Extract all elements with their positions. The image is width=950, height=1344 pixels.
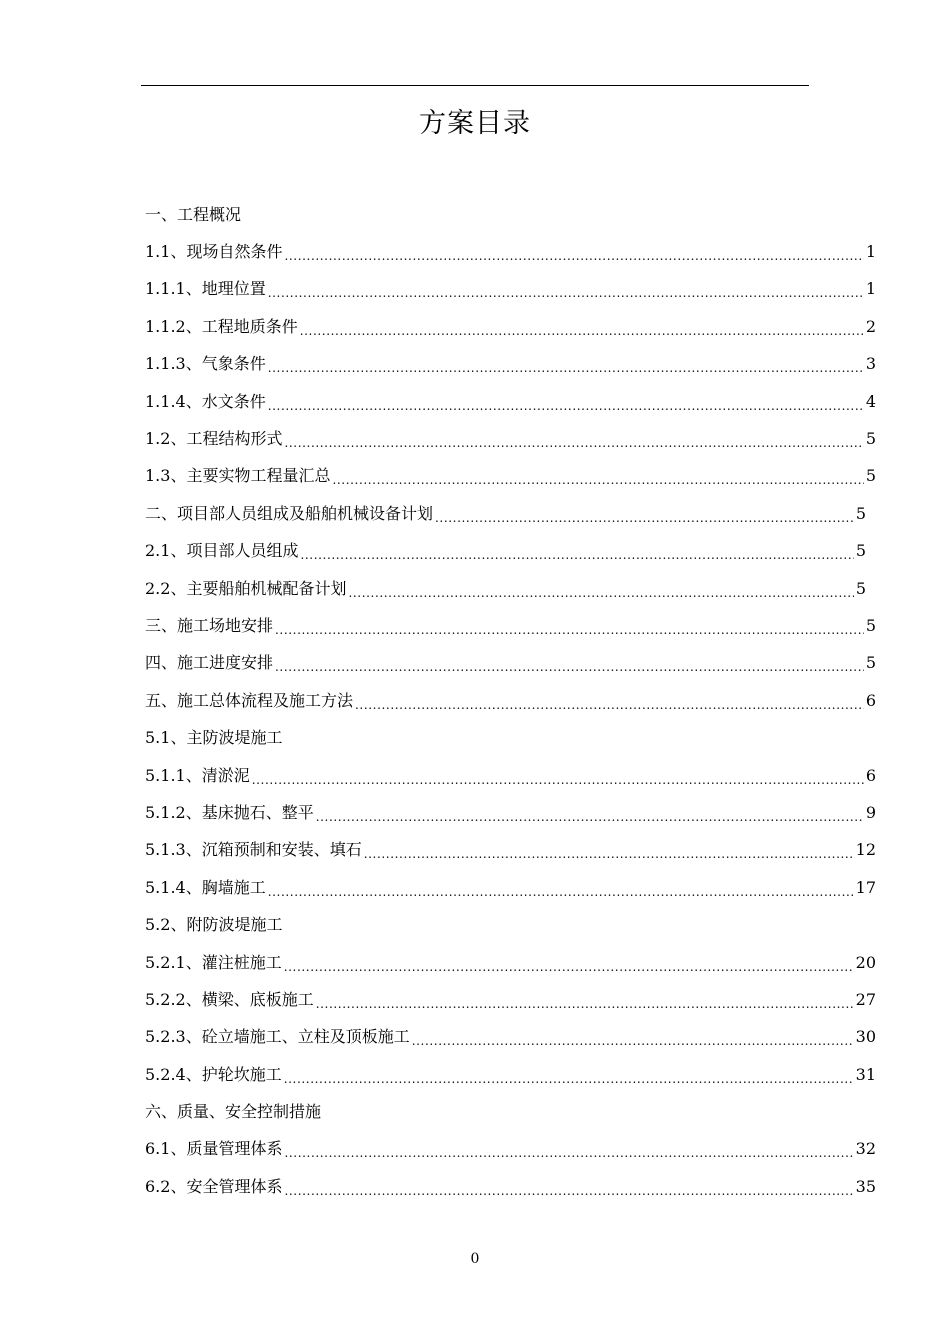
toc-dot-leader [275, 657, 864, 677]
toc-entry-page: 12 [855, 840, 876, 860]
toc-dot-leader [275, 620, 864, 640]
toc-entry-label: 一、工程概况 [145, 204, 242, 224]
toc-entry-label: 2.1、项目部人员组成 [145, 541, 299, 561]
toc-entry-label: 5.2.1、灌注桩施工 [145, 952, 282, 972]
toc-dot-leader [284, 1069, 854, 1089]
toc-dot-leader [300, 545, 853, 565]
toc-entry[interactable] [145, 346, 876, 383]
toc-entry-page: 32 [855, 1139, 876, 1159]
toc-entry-page: 6 [865, 690, 876, 710]
toc-dot-leader [284, 1143, 853, 1163]
toc-dot-leader [284, 246, 863, 266]
toc-entry[interactable] [145, 1168, 876, 1205]
toc-entry-label: 三、施工场地安排 [145, 615, 274, 635]
toc-entry[interactable] [145, 869, 876, 906]
toc-entry-label: 1.1.2、工程地质条件 [145, 316, 298, 336]
toc-entry-label: 1.1.3、气象条件 [145, 354, 266, 374]
toc-entry-page: 5 [855, 541, 866, 561]
toc-entry-page: 6 [865, 765, 876, 785]
toc-dot-leader [355, 695, 864, 715]
toc-entry-label: 1.1.1、地理位置 [145, 279, 266, 299]
toc-dot-leader [435, 508, 854, 528]
toc-entry-label: 5.2.2、横梁、底板施工 [145, 989, 314, 1009]
toc-dot-leader [300, 321, 864, 341]
page-title: 方案目录 [419, 108, 531, 139]
toc-entry-label: 六、质量、安全控制措施 [145, 1102, 322, 1122]
header-rule [141, 85, 809, 86]
table-of-contents [145, 196, 876, 1206]
toc-dot-leader [252, 770, 864, 790]
toc-entry-page: 5 [865, 653, 876, 673]
toc-entry[interactable] [145, 607, 876, 644]
toc-dot-leader [268, 882, 854, 902]
toc-entry-label: 5.1.1、清淤泥 [145, 765, 250, 785]
toc-dot-leader [268, 283, 864, 303]
toc-entry-label: 6.1、质量管理体系 [145, 1139, 283, 1159]
toc-dot-leader [332, 470, 863, 490]
toc-entry[interactable] [145, 944, 876, 981]
toc-entry-page: 1 [865, 279, 876, 299]
toc-entry-page: 5 [855, 578, 866, 598]
toc-entry[interactable] [145, 645, 876, 682]
toc-entry[interactable] [145, 383, 876, 420]
toc-entry-page: 5 [865, 429, 876, 449]
toc-entry-page: 4 [865, 391, 876, 411]
toc-entry-page: 9 [865, 802, 876, 822]
toc-entry-page: 5 [865, 466, 876, 486]
toc-entry-page: 35 [855, 1176, 876, 1196]
toc-entry[interactable] [145, 420, 876, 457]
toc-entry-page: 17 [855, 877, 876, 897]
toc-dot-leader [284, 433, 863, 453]
toc-entry-page: 2 [865, 316, 876, 336]
toc-entry[interactable] [145, 757, 876, 794]
toc-dot-leader [316, 807, 864, 827]
toc-entry-label: 2.2、主要船舶机械配备计划 [145, 578, 347, 598]
toc-dot-leader [268, 396, 864, 416]
toc-entry-label: 1.3、主要实物工程量汇总 [145, 466, 331, 486]
toc-entry-label: 5.1.4、胸墙施工 [145, 877, 266, 897]
toc-entry[interactable] [145, 308, 876, 345]
toc-entry-label: 1.1、现场自然条件 [145, 242, 283, 262]
toc-entry[interactable] [145, 458, 876, 495]
toc-entry-label: 二、项目部人员组成及船舶机械设备计划 [145, 503, 434, 523]
toc-entry-label: 四、施工进度安排 [145, 653, 274, 673]
toc-entry[interactable] [145, 794, 876, 831]
toc-entry[interactable] [145, 906, 876, 943]
toc-entry[interactable] [145, 1056, 876, 1093]
toc-entry-page: 3 [865, 354, 876, 374]
toc-entry-page: 30 [855, 1027, 876, 1047]
toc-entry[interactable] [145, 1019, 876, 1056]
toc-entry-page: 20 [855, 952, 876, 972]
toc-entry-label: 5.2.3、砼立墙施工、立柱及顶板施工 [145, 1027, 410, 1047]
toc-entry[interactable] [145, 196, 876, 233]
toc-dot-leader [348, 583, 853, 603]
toc-entry-label: 五、施工总体流程及施工方法 [145, 690, 354, 710]
toc-entry-label: 5.1、主防波堤施工 [145, 728, 283, 748]
toc-entry[interactable] [145, 832, 876, 869]
toc-entry-label: 1.2、工程结构形式 [145, 429, 283, 449]
toc-entry[interactable] [145, 1093, 876, 1130]
toc-entry-label: 5.1.2、基床抛石、整平 [145, 802, 314, 822]
toc-dot-leader [268, 358, 864, 378]
toc-entry[interactable] [145, 271, 876, 308]
toc-entry-label: 6.2、安全管理体系 [145, 1176, 283, 1196]
toc-entry[interactable] [145, 719, 876, 756]
toc-entry[interactable] [145, 981, 876, 1018]
toc-entry-label: 1.1.4、水文条件 [145, 391, 266, 411]
toc-entry[interactable] [145, 682, 876, 719]
toc-entry[interactable] [145, 1131, 876, 1168]
toc-entry[interactable] [145, 495, 866, 532]
toc-entry[interactable] [145, 570, 866, 607]
toc-entry-page: 27 [855, 989, 876, 1009]
toc-entry-page: 5 [855, 503, 866, 523]
toc-entry[interactable] [145, 533, 866, 570]
toc-dot-leader [316, 994, 854, 1014]
toc-dot-leader [284, 1181, 853, 1201]
toc-entry-label: 5.1.3、沉箱预制和安装、填石 [145, 840, 362, 860]
toc-entry-page: 31 [855, 1064, 876, 1084]
toc-dot-leader [364, 844, 854, 864]
toc-entry-page: 5 [865, 615, 876, 635]
toc-dot-leader [284, 957, 854, 977]
toc-entry-label: 5.2、附防波堤施工 [145, 915, 283, 935]
toc-entry-page: 1 [865, 242, 876, 262]
toc-entry[interactable] [145, 233, 876, 270]
page-number: 0 [470, 1251, 480, 1267]
toc-entry-label: 5.2.4、护轮坎施工 [145, 1064, 282, 1084]
toc-dot-leader [412, 1031, 854, 1051]
